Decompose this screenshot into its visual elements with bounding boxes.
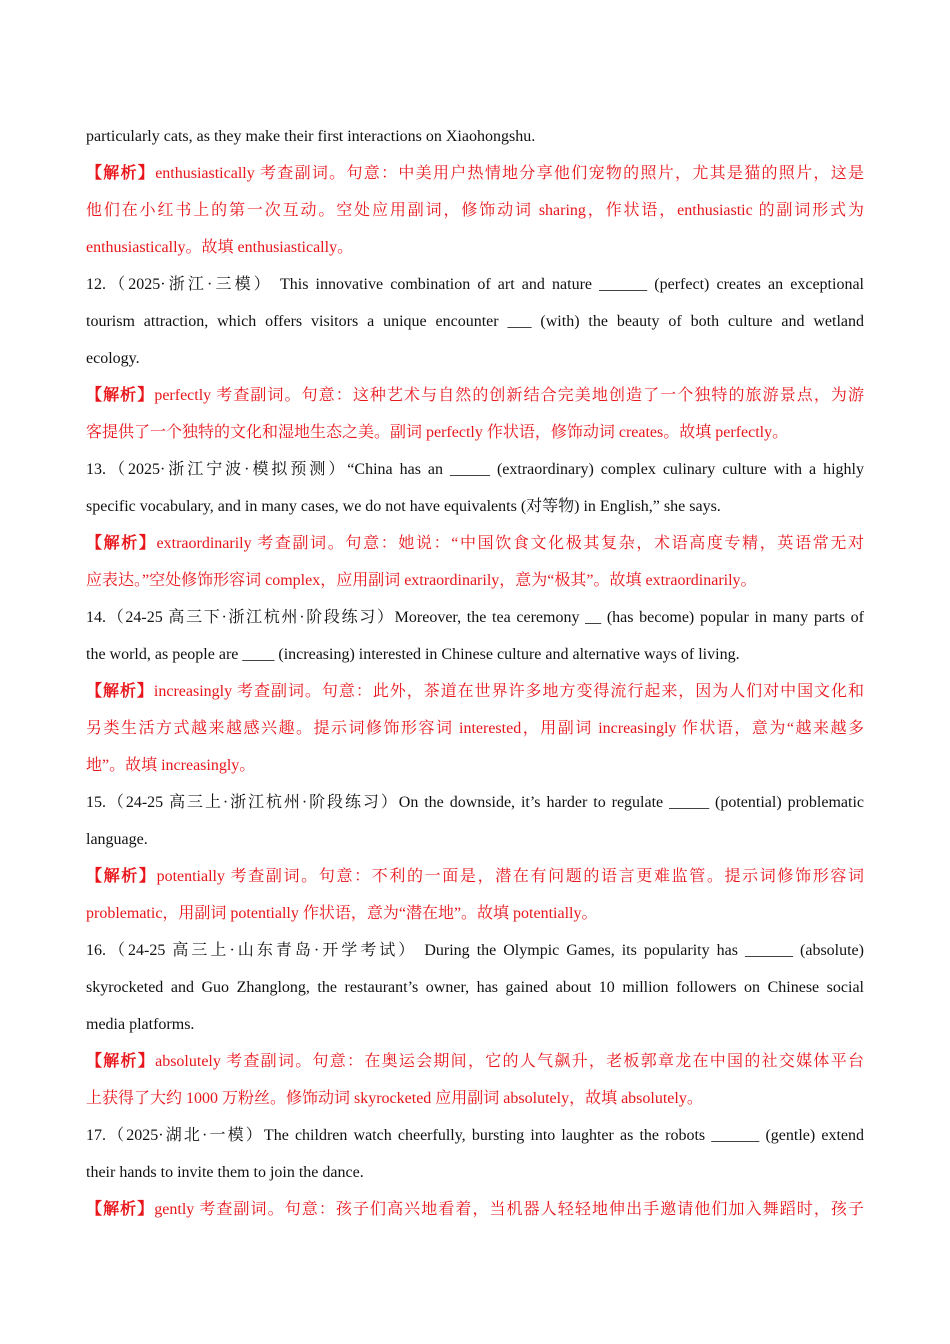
analysis-line xyxy=(86,1080,864,1117)
line-text: 他们在小红书上的第一次互动。空处应用副词，修饰动词 sharing，作状语，enthusiastic 的副词形式为 xyxy=(86,202,864,219)
analysis-tag: 【解析】 xyxy=(86,683,154,700)
question-line xyxy=(86,932,864,969)
question-line xyxy=(86,1154,864,1191)
line-text: skyrocketed and Guo Zhanglong, the restaurant’s owner, has gained about 10 million followers on Chinese social xyxy=(86,979,864,996)
analysis-line xyxy=(86,414,864,451)
line-text: enthusiastically 考查副词。句意：中美用户热情地分享他们宠物的照片，尤其是猫的照片，这是 xyxy=(155,165,864,182)
line-text: perfectly 考查副词。句意：这种艺术与自然的创新结合完美地创造了一个独特的旅游景点，为游 xyxy=(154,387,864,404)
question-line xyxy=(86,488,864,525)
line-text: absolutely 考查副词。句意：在奥运会期间，它的人气飙升，老板郭章龙在中国的社交媒体平台 xyxy=(155,1053,864,1070)
question-line xyxy=(86,969,864,1006)
question-line xyxy=(86,1006,864,1043)
line-text: specific vocabulary, and in many cases, we do not have equivalents (对等物) in English,” she says. xyxy=(86,498,721,515)
analysis-line xyxy=(86,562,864,599)
question-line xyxy=(86,636,864,673)
question-line xyxy=(86,821,864,858)
line-text: 另类生活方式越来越感兴趣。提示词修饰形容词 interested，用副词 increasingly 作状语，意为“越来越多 xyxy=(86,720,864,737)
line-text: extraordinarily 考查副词。句意：她说：“中国饮食文化极其复杂，术语高度专精，英语常无对 xyxy=(156,535,864,552)
line-text: 上获得了大约 1000 万粉丝。修饰动词 skyrocketed 应用副词 absolutely，故填 absolutely。 xyxy=(86,1090,703,1107)
line-text: 13.（2025·浙江宁波·模拟预测）“China has an _____ (extraordinary) complex culinary culture with a highly xyxy=(86,461,864,478)
line-text: enthusiastically。故填 enthusiastically。 xyxy=(86,239,354,256)
question-line xyxy=(86,118,864,155)
line-text: potentially 考查副词。句意：不利的一面是，潜在有问题的语言更难监管。提示词修饰形容词 xyxy=(156,868,864,885)
analysis-line xyxy=(86,1191,864,1228)
line-text: 17.（2025·湖北·一模）The children watch cheerfully, bursting into laughter as the robots ______ (gentle) extend xyxy=(86,1127,864,1144)
question-line xyxy=(86,266,864,303)
line-text: gently 考查副词。句意：孩子们高兴地看着，当机器人轻轻地伸出手邀请他们加入舞蹈时，孩子 xyxy=(154,1201,864,1218)
question-line xyxy=(86,451,864,488)
question-line xyxy=(86,599,864,636)
analysis-line xyxy=(86,673,864,710)
line-text: particularly cats, as they make their first interactions on Xiaohongshu. xyxy=(86,128,536,145)
line-text: 地”。故填 increasingly。 xyxy=(86,757,256,774)
line-text: problematic，用副词 potentially 作状语，意为“潜在地”。故填 potentially。 xyxy=(86,905,598,922)
document-page xyxy=(86,118,864,1228)
line-text: 客提供了一个独特的文化和湿地生态之美。副词 perfectly 作状语，修饰动词 creates。故填 perfectly。 xyxy=(86,424,789,441)
analysis-line xyxy=(86,377,864,414)
line-text: 12.（2025·浙江·三模） This innovative combination of art and nature ______ (perfect) creates an exceptional xyxy=(86,276,864,293)
analysis-line xyxy=(86,525,864,562)
analysis-line xyxy=(86,1043,864,1080)
line-text: media platforms. xyxy=(86,1016,195,1033)
analysis-tag: 【解析】 xyxy=(86,1053,156,1070)
analysis-line xyxy=(86,710,864,747)
analysis-line xyxy=(86,895,864,932)
line-text: ecology. xyxy=(86,350,140,367)
analysis-line xyxy=(86,192,864,229)
analysis-tag: 【解析】 xyxy=(86,1201,155,1218)
question-line xyxy=(86,784,864,821)
analysis-line xyxy=(86,229,864,266)
line-text: tourism attraction, which offers visitors a unique encounter ___ (with) the beauty of both culture and wetland xyxy=(86,313,864,330)
question-line xyxy=(86,1117,864,1154)
analysis-line xyxy=(86,858,864,895)
analysis-tag: 【解析】 xyxy=(86,535,157,552)
line-text: 应表达。”空处修饰形容词 complex，应用副词 extraordinarily，意为“极其”。故填 extraordinarily。 xyxy=(86,572,757,589)
analysis-line xyxy=(86,155,864,192)
question-line xyxy=(86,303,864,340)
line-text: their hands to invite them to join the dance. xyxy=(86,1164,364,1181)
line-text: 15.（24-25 高三上·浙江杭州·阶段练习）On the downside, it’s harder to regulate _____ (potential) problematic xyxy=(86,794,864,811)
line-text: the world, as people are ____ (increasing) interested in Chinese culture and alternative ways of living. xyxy=(86,646,740,663)
question-line xyxy=(86,340,864,377)
line-text: language. xyxy=(86,831,148,848)
line-text: 16.（24-25 高三上·山东青岛·开学考试） During the Olympic Games, its popularity has ______ (absolute) xyxy=(86,942,864,959)
line-text: 14.（24-25 高三下·浙江杭州·阶段练习）Moreover, the tea ceremony __ (has become) popular in many parts of xyxy=(86,609,864,626)
line-text: increasingly 考查副词。句意：此外，茶道在世界许多地方变得流行起来，因为人们对中国文化和 xyxy=(153,683,864,700)
analysis-tag: 【解析】 xyxy=(86,868,157,885)
analysis-tag: 【解析】 xyxy=(86,387,155,404)
analysis-line xyxy=(86,747,864,784)
analysis-tag: 【解析】 xyxy=(86,165,156,182)
